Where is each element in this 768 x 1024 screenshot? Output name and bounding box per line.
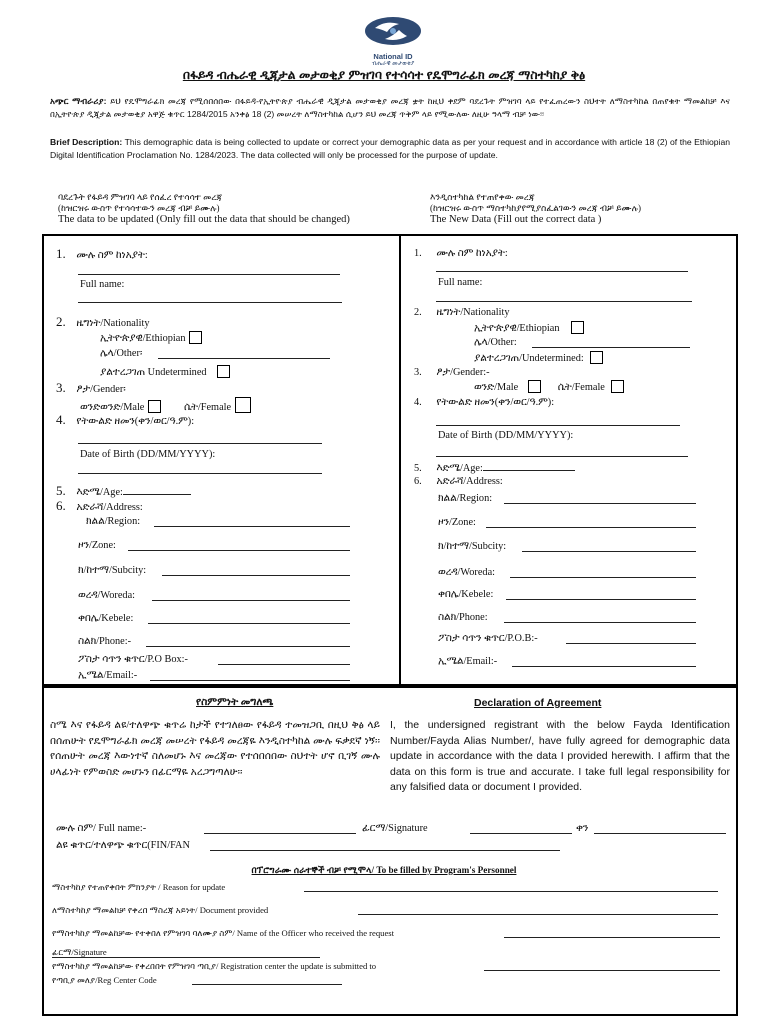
right-name-am-label: ሙሉ ስም ከነአያት: [436, 248, 508, 259]
sig-full-name-label: ሙሉ ስም/ Full name:- [56, 823, 147, 834]
left-region-row [86, 516, 140, 528]
right-undetermined-option [474, 351, 603, 365]
personnel-officer-line[interactable] [504, 937, 720, 938]
left-zone-label: ዞን/Zone: [78, 540, 116, 551]
right-full-name-label: Full name: [438, 277, 483, 288]
right-ethiopian-label: ኢትዮጵያዊ/Ethiopian [474, 323, 560, 334]
sig-full-name-line[interactable] [204, 833, 356, 834]
sig-date-row [576, 823, 588, 835]
left-name-am-label: ሙሉ ስም ከነአያት: [76, 250, 148, 261]
left-woreda-line[interactable] [152, 600, 350, 601]
right-header-en: The New Data (Fill out the correct data ) [430, 214, 602, 225]
right-zone-line[interactable] [486, 527, 696, 528]
left-woreda-row [78, 590, 135, 602]
declaration-en-title: Declaration of Agreement [474, 697, 602, 709]
right-female-label: ሴት/Female [557, 382, 605, 393]
right-woreda-row [438, 567, 495, 579]
left-zone-line[interactable] [128, 550, 350, 551]
description-am-label: አጭር ማብራሪያ: [50, 96, 107, 106]
right-ethiopian-checkbox[interactable] [571, 321, 584, 334]
left-ethiopian-label: ኢትዮጵያዊ/Ethiopian [100, 333, 186, 344]
left-item-1 [56, 248, 148, 262]
left-pobox-label: ፖስታ ሳጥን ቁጥር/P.O Box:- [78, 654, 188, 665]
left-age-line[interactable] [123, 484, 191, 495]
description-english [50, 136, 730, 162]
right-age-line[interactable] [483, 460, 575, 471]
right-item-5 [414, 460, 575, 475]
right-phone-label: ስልክ/Phone: [438, 612, 488, 623]
right-subcity-row [438, 541, 506, 553]
right-dob-en-label: Date of Birth (DD/MM/YYYY): [438, 430, 574, 441]
left-pobox-line[interactable] [218, 664, 350, 665]
left-email-line[interactable] [150, 680, 350, 681]
left-num-1: 1. [56, 246, 66, 261]
right-male-label: ወንድ/Male [474, 382, 519, 393]
right-num-1: 1. [414, 248, 422, 259]
right-item-2 [414, 307, 510, 319]
logo-text-en: National ID [373, 52, 413, 61]
left-undetermined-option [100, 365, 230, 379]
right-name-line-2[interactable] [436, 301, 692, 302]
sig-signature-line[interactable] [470, 833, 572, 834]
left-kebele-line[interactable] [148, 623, 350, 624]
declaration-en-text: I, the undersigned registrant with the below Fayda Identification Number/Fayda Alias Number/, have fully agreed for demographic data update in accordance with the data I provided herewith. I affirm that the data on this form is true and accurate. I take full legal responsibility for any falsified data or document I provided. [390, 719, 730, 793]
right-email-row [438, 656, 497, 668]
right-zone-row [438, 517, 476, 529]
left-email-row [78, 670, 137, 682]
right-undetermined-label: ያልተረጋገጠ/Undetermined: [474, 353, 584, 364]
left-nationality-label: ዜግነት/Nationality [76, 318, 150, 329]
right-num-2: 2. [414, 307, 422, 318]
personnel-signature-line[interactable] [52, 957, 320, 958]
left-gender-options [80, 397, 251, 414]
left-header-am2: (ከዝርዝሩ ውስጥ የተሳሳተውን መረጃ ብቻ ይሙሉ) [58, 203, 220, 213]
right-num-6: 6. [414, 476, 422, 487]
left-full-name-label: Full name: [80, 279, 125, 290]
left-dob-en-label: Date of Birth (DD/MM/YYYY): [80, 449, 216, 460]
right-gender-options [474, 380, 624, 394]
left-female-checkbox[interactable] [235, 397, 251, 413]
left-subcity-label: ክ/ከተማ/Subcity: [78, 565, 147, 576]
right-nationality-label: ዜግነት/Nationality [436, 307, 510, 318]
personnel-code-label: የጣቢያ መለያ/Reg Center Code [52, 975, 157, 985]
right-pob-row [438, 633, 538, 645]
right-pob-line[interactable] [566, 643, 696, 644]
sig-signature-label: ፊርማ/Signature [362, 823, 428, 834]
sig-signature-row [362, 823, 428, 835]
personnel-signature-label: ፊርማ/Signature [52, 947, 107, 957]
description-en-text: This demographic data is being collected to update or correct your demographic data as per your request and in accordance with article 18 (2) of the Ethiopian Digital Identification Proclamation No. 1284/2023. The data collected will only be processed for the purpose of update. [50, 137, 730, 160]
right-dob-line-2[interactable] [436, 456, 688, 457]
left-column-header [58, 192, 350, 225]
description-en-label: Brief Description: [50, 137, 123, 147]
personnel-document-line[interactable] [358, 914, 718, 915]
personnel-document-label: ለማስተካከያ ማመልከቻ የቀረበ ማስረጃ አይነት/ Document provided [52, 905, 269, 915]
right-ethiopian-option [474, 321, 584, 335]
left-zone-row [78, 540, 116, 552]
left-item-3 [56, 382, 126, 396]
personnel-reason-line[interactable] [304, 891, 718, 892]
right-header-am2: (ከዝርዝሩ ውስጥ ማስተካከያየሚያስፈልገውን መረጃ ብቻ ይሙሉ) [430, 203, 642, 213]
left-ethiopian-option [100, 331, 202, 345]
right-email-label: ኢሜል/Email:- [438, 656, 498, 667]
left-male-checkbox[interactable] [148, 400, 161, 413]
left-num-5: 5. [56, 483, 66, 498]
left-item-4 [56, 414, 194, 428]
sig-date-label: ቀን [576, 823, 589, 834]
logo-emblem-icon [355, 14, 431, 48]
left-pobox-row [78, 654, 188, 666]
left-name-line-1[interactable] [78, 274, 340, 275]
right-item-1 [414, 248, 508, 260]
right-other-line[interactable] [532, 347, 690, 348]
left-age-label: እድሜ/Age: [76, 487, 123, 498]
declaration-am-title: የስምምነት መግለጫ [196, 697, 274, 708]
left-female-label: ሴት/Female [183, 402, 232, 413]
left-ethiopian-checkbox[interactable] [189, 331, 202, 344]
left-address-label: አድራሻ/Address: [76, 502, 143, 513]
left-phone-row [78, 636, 131, 648]
sig-date-line[interactable] [594, 833, 726, 834]
right-address-label: አድራሻ/Address: [436, 476, 503, 487]
personnel-header: በፕሮግራሙ ሰራተኞች ብቻ የሚሞላ/ To be filled by Program's Personnel [251, 865, 517, 875]
right-kebele-row [438, 589, 493, 601]
right-name-line-1[interactable] [436, 271, 688, 272]
sig-full-name-row [56, 823, 146, 835]
right-woreda-label: ወረዳ/Woreda: [438, 567, 496, 578]
right-num-5: 5. [414, 463, 422, 474]
national-id-logo [355, 14, 431, 67]
left-other-option [100, 348, 142, 360]
left-num-3: 3. [56, 380, 66, 395]
right-phone-line[interactable] [504, 622, 696, 623]
right-female-checkbox[interactable] [611, 380, 624, 393]
left-undetermined-checkbox[interactable] [217, 365, 230, 378]
left-subcity-row [78, 565, 146, 577]
left-item-6 [56, 500, 143, 514]
right-num-3: 3. [414, 367, 422, 378]
sig-fin-row [56, 840, 190, 852]
right-pob-label: ፖስታ ሳጥን ቁጥር/P.O.B:- [438, 633, 538, 644]
logo-text-am: ብሔራዊ መታወቂያ [371, 61, 415, 67]
right-undetermined-checkbox[interactable] [590, 351, 603, 364]
left-email-label: ኢሜል/Email:- [78, 670, 138, 681]
left-region-line[interactable] [154, 526, 350, 527]
right-dob-line-1[interactable] [436, 425, 680, 426]
left-kebele-row [78, 613, 133, 625]
right-other-option [474, 337, 517, 349]
left-region-label: ክልል/Region: [86, 516, 141, 527]
personnel-officer-label: የማስተካከያ ማመልከቻው የተቀበለ የምዝገባ ባለሙያ ስም/ Name of the Officer who received the request [52, 928, 394, 938]
left-kebele-label: ቀበሌ/Kebele: [78, 613, 134, 624]
personnel-reason-label: ማስተካከያ የተጠየቀበት ምክንያት / Reason for update [52, 882, 226, 892]
right-item-4 [414, 397, 554, 409]
right-dob-am-label: የትውልድ ዘመን(ቀን/ወር/ዓ.ም): [436, 397, 555, 408]
right-region-line[interactable] [504, 503, 696, 504]
right-column-header [430, 192, 641, 225]
left-gender-label: ፆታ/Gender፡ [76, 384, 126, 395]
right-header-am1: እንዲስተካከል የተጠየቀው መረጃ [430, 192, 535, 202]
left-male-label: ወንድወንድ/Male [80, 402, 145, 413]
right-phone-row [438, 612, 488, 624]
right-kebele-line[interactable] [506, 599, 696, 600]
right-age-label: እድሜ/Age: [436, 463, 483, 474]
left-subcity-line[interactable] [162, 575, 350, 576]
sig-fin-label: ልዩ ቁጥር/ተለዋጭ ቁጥር(FIN/FAN [56, 840, 190, 851]
left-woreda-label: ወረዳ/Woreda: [78, 590, 136, 601]
description-amharic [50, 95, 730, 121]
left-header-am1: ባደረጉት የፋይዳ ምዝገባ ላይ የሰፈረ የተሳሳተ መረጃ [58, 192, 223, 202]
right-male-checkbox[interactable] [528, 380, 541, 393]
right-num-4: 4. [414, 397, 422, 408]
right-other-label: ሌላ/Other: [474, 337, 517, 348]
right-subcity-label: ክ/ከተማ/Subcity: [438, 541, 507, 552]
left-dob-line-1[interactable] [78, 443, 322, 444]
left-other-line[interactable] [158, 358, 330, 359]
left-item-5 [56, 484, 191, 499]
right-email-line[interactable] [512, 666, 696, 667]
right-subcity-line[interactable] [522, 551, 696, 552]
left-phone-label: ስልክ/Phone:- [78, 636, 132, 647]
left-phone-line[interactable] [146, 646, 350, 647]
left-header-en: The data to be updated (Only fill out the data that should be changed) [58, 214, 350, 225]
left-dob-am-label: የትውልድ ዘመን(ቀን/ወር/ዓ.ም): [76, 416, 195, 427]
left-name-line-2[interactable] [78, 302, 342, 303]
personnel-center-line[interactable] [484, 970, 720, 971]
description-am-text: ይህ የዴሞግራፊክ መረጃ የሚሰበሰበው በፋይዳ-የኢትዮጵያ ብሔራዊ ዲጂታል መታወቂያ መረጃ ቋት ከዚህ ቀደም ባደረጉት ምዝገባ ላይ የተፈጠረውን ስህተት ለማስተካከል በጠየቁት ማመልከቻ እና በኢትዮጵያ ዲጂታል መታወቂያ አዋጅ ቁጥር 1284/2015 አንቀፅ 18 (2) መሠረት ለማስተካከል ሲሆን ይህ መረጃ ጥቅም ላይ የሚውለው ለዚሁ ዓላማ ብቻ ነው፡፡ [50, 96, 730, 119]
left-other-label: ሌላ/Other፡ [100, 348, 143, 359]
right-gender-label: ፆታ/Gender:- [436, 367, 490, 378]
form-title: በፋይዳ ብሔራዊ ዲጂታል መታወቂያ ምዝገባ የተሳሳተ የዴሞግራፊክ መረጃ ማስተካከያ ቅፅ [182, 68, 586, 82]
right-region-row [438, 493, 492, 505]
left-dob-line-2[interactable] [78, 473, 322, 474]
right-region-label: ክልል/Region: [438, 493, 493, 504]
sig-fin-line[interactable] [210, 850, 560, 851]
left-num-4: 4. [56, 412, 66, 427]
right-zone-label: ዞን/Zone: [438, 517, 476, 528]
right-item-3 [414, 367, 490, 379]
personnel-center-label: የማስተካከያ ማመልከቻው የቀረበበት የምዝገባ ጣቢያ/ Registration center the update is submitted to [52, 961, 377, 971]
personnel-code-line[interactable] [192, 984, 342, 985]
left-undetermined-label: ያልተረጋገጠ Undetermined [100, 367, 207, 378]
left-num-6: 6. [56, 498, 66, 513]
right-woreda-line[interactable] [510, 577, 696, 578]
right-item-6 [414, 476, 503, 488]
right-kebele-label: ቀበሌ/Kebele: [438, 589, 494, 600]
left-item-2 [56, 316, 150, 330]
declaration-am-text: ስሜ እና የፋይዳ ልዩ/ተለዋጭ ቁጥሬ ከታች የተገለፀው የፋይዳ ተመዝጋቢ በዚህ ቅፅ ላይ በሰጠሁት የዴሞግራፊክ መረጃ መሠረት የፋይዳ መረጃዬ እንዲስተካከል ሙሉ ፍቃደኛ ነኝ፡፡ የሰጠሁት መረጃ እውነተኛ ስለመሆኑ እና መረጃው የተሰበሰበው ስህተት ሆኖ ቢገኝ ሙሉ ሀላፊነት የምወስድ መሆኑን በፊርማዬ አረጋግጣለሁ፡፡ [50, 720, 380, 778]
left-num-2: 2. [56, 314, 66, 329]
